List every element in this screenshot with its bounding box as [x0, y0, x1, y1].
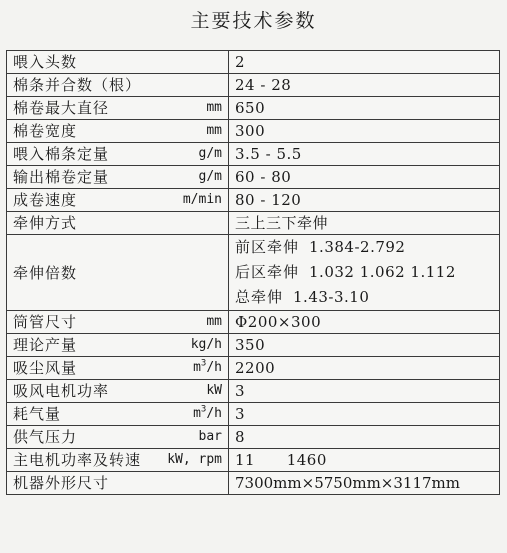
param-name-cell [7, 143, 229, 166]
param-value: 300 [229, 120, 500, 143]
unit-superscript: 3 [200, 358, 207, 369]
param-name: 棉卷最大直径 [13, 99, 110, 117]
param-name-cell [7, 472, 229, 495]
param-unit: mm [206, 123, 222, 138]
param-unit [193, 359, 222, 377]
param-name-cell [7, 357, 229, 380]
param-name-cell [7, 235, 229, 311]
unit-tail: /h [206, 360, 222, 375]
param-name-cell [7, 380, 229, 403]
param-name: 牵伸倍数 [13, 263, 78, 282]
unit-base: m [193, 360, 201, 375]
table-row [7, 51, 500, 74]
draft-label: 后区牵伸 [235, 263, 300, 281]
param-name-cell [7, 97, 229, 120]
param-unit [193, 405, 222, 423]
param-name: 吸风电机功率 [13, 382, 110, 400]
table-row [7, 97, 500, 120]
param-name: 牵伸方式 [13, 214, 78, 232]
draft-line-back [235, 260, 493, 285]
param-name: 棉卷宽度 [13, 122, 78, 140]
param-name-cell [7, 334, 229, 357]
param-unit: kg/h [190, 337, 222, 352]
param-name-cell [7, 449, 229, 472]
param-name: 棉条并合数（根） [13, 76, 142, 94]
draft-label: 总牵伸 [235, 288, 284, 306]
draft-label: 前区牵伸 [235, 238, 300, 256]
param-name-cell [7, 74, 229, 97]
param-unit: mm [206, 314, 222, 329]
unit-tail: /h [206, 406, 222, 421]
param-value: 24 - 28 [229, 74, 500, 97]
draft-ratio-values [229, 235, 500, 311]
draft-value: 1.43-3.10 [293, 288, 370, 306]
table-row [7, 472, 500, 495]
table-row [7, 143, 500, 166]
param-value: 8 [229, 426, 500, 449]
param-unit: m/min [182, 192, 222, 207]
table-row [7, 403, 500, 426]
draft-line-front [235, 235, 493, 260]
param-unit: kW [206, 383, 222, 398]
table-row [7, 189, 500, 212]
param-unit: kW, rpm [167, 452, 222, 467]
param-value: 60 - 80 [229, 166, 500, 189]
param-name-cell [7, 51, 229, 74]
table-row [7, 166, 500, 189]
param-value: 80 - 120 [229, 189, 500, 212]
draft-value: 1.384-2.792 [309, 238, 406, 256]
param-value: Φ200×300 [229, 311, 500, 334]
unit-superscript: 3 [200, 404, 207, 415]
param-name: 喂入头数 [13, 53, 78, 71]
param-name-cell [7, 403, 229, 426]
param-value: 650 [229, 97, 500, 120]
page-title: 主要技术参数 [190, 10, 317, 32]
param-value: 2 [229, 51, 500, 74]
draft-value: 1.032 1.062 1.112 [309, 263, 456, 281]
param-name-cell [7, 166, 229, 189]
draft-line-total [235, 285, 493, 310]
param-unit: bar [198, 429, 222, 444]
param-name-cell [7, 212, 229, 235]
param-name-cell [7, 426, 229, 449]
table-row [7, 426, 500, 449]
param-name: 筒管尺寸 [13, 313, 78, 331]
table-row [7, 334, 500, 357]
param-unit: g/m [198, 146, 222, 161]
param-name: 喂入棉条定量 [13, 145, 110, 163]
param-value: 3.5 - 5.5 [229, 143, 500, 166]
table-row [7, 74, 500, 97]
param-name: 成卷速度 [13, 191, 78, 209]
table-row [7, 357, 500, 380]
unit-base: m [193, 406, 201, 421]
param-value: 3 [229, 380, 500, 403]
param-name-cell [7, 311, 229, 334]
table-row [7, 311, 500, 334]
param-unit: mm [206, 100, 222, 115]
param-value: 11 1460 [229, 449, 500, 472]
param-name: 耗气量 [13, 405, 62, 423]
param-value: 7300mm×5750mm×3117mm [229, 472, 500, 495]
table-row [7, 120, 500, 143]
param-name: 理论产量 [13, 336, 78, 354]
table-row [7, 235, 500, 311]
param-name: 供气压力 [13, 428, 78, 446]
table-row [7, 212, 500, 235]
table-row [7, 449, 500, 472]
param-value: 三上三下牵伸 [229, 212, 500, 235]
param-name: 输出棉卷定量 [13, 168, 110, 186]
param-name-cell [7, 120, 229, 143]
table-row [7, 380, 500, 403]
param-name-cell [7, 189, 229, 212]
param-name: 机器外形尺寸 [13, 474, 110, 492]
param-value: 2200 [229, 357, 500, 380]
param-name: 主电机功率及转速 [13, 451, 142, 469]
spec-table [6, 50, 500, 495]
param-value: 350 [229, 334, 500, 357]
param-name: 吸尘风量 [13, 359, 78, 377]
param-unit: g/m [198, 169, 222, 184]
param-value: 3 [229, 403, 500, 426]
